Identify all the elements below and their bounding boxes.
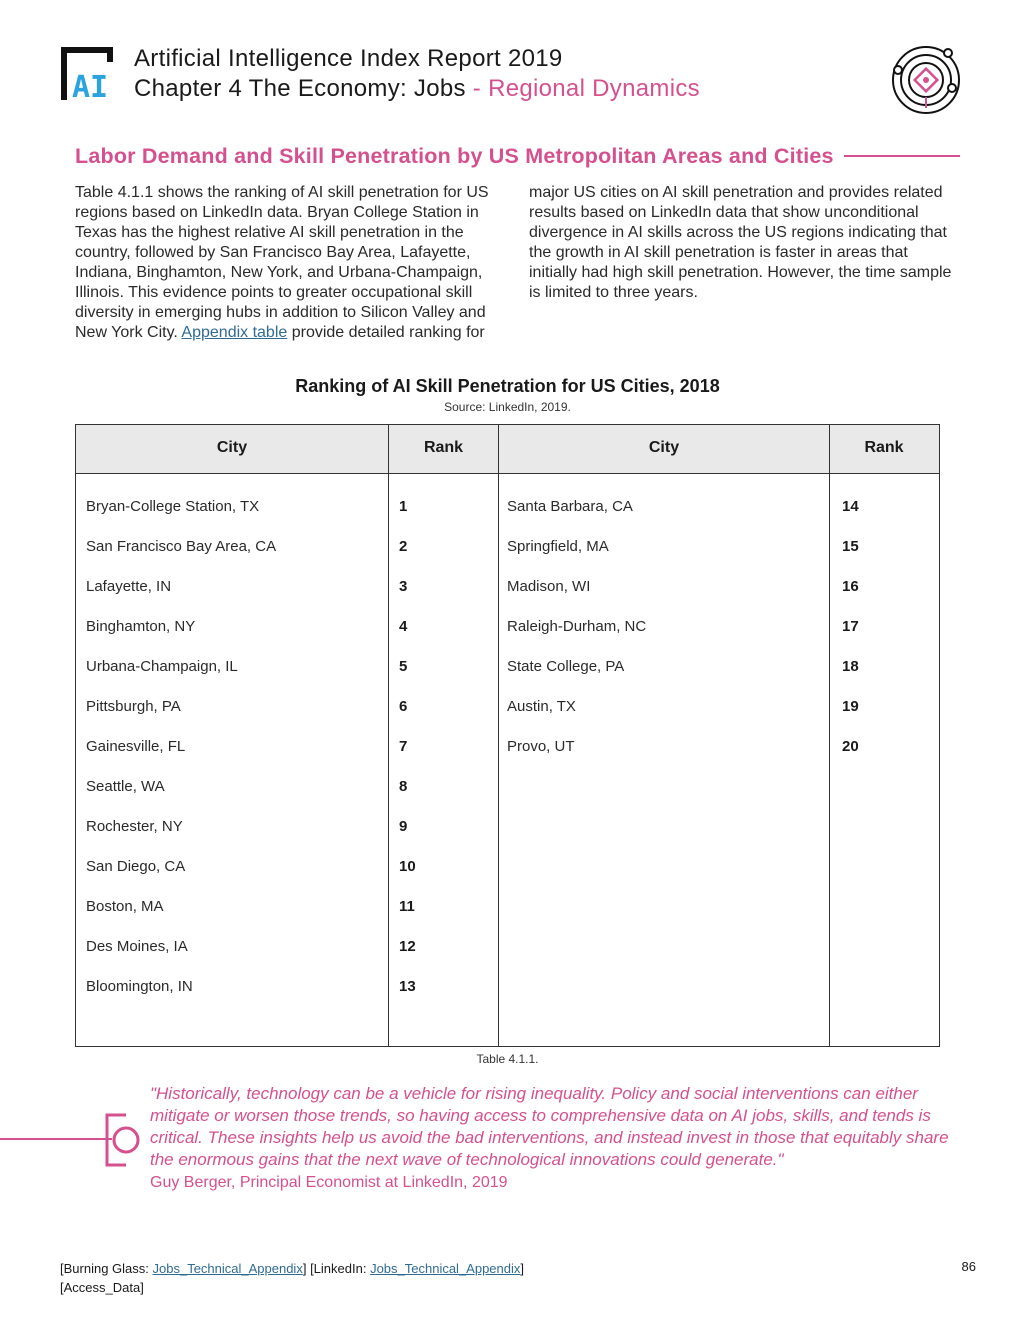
left-rank-column bbox=[399, 487, 416, 1007]
header-rank-right: Rank bbox=[864, 439, 904, 456]
right-rank-column bbox=[842, 487, 859, 767]
footer-burning-suffix: ] bbox=[302, 1261, 307, 1276]
table-cell-rank: 14 bbox=[842, 498, 859, 515]
table-cell-rank: 2 bbox=[399, 538, 408, 555]
table-cell-rank: 17 bbox=[842, 618, 859, 635]
footer-line1 bbox=[60, 1259, 524, 1278]
table-cell-city: Urbana-Champaign, IL bbox=[86, 658, 238, 675]
table-cell-city: San Francisco Bay Area, CA bbox=[86, 538, 277, 555]
linkedin-appendix-link[interactable]: Jobs_Technical_Appendix bbox=[370, 1261, 521, 1276]
pull-quote: "Historically, technology can be a vehicle for rising inequality. Policy and social interventions can either mitigate or worsen those trends, so having access to comprehensive data on AI jobs, skills, and tends is critical. These insights help us avoid the bad interventions, and instead invest in those that equitably share the enormous gains that the next wave of technological innovations could generate." bbox=[150, 1084, 949, 1169]
header-city-right: City bbox=[648, 439, 680, 456]
table-cell-city: Santa Barbara, CA bbox=[507, 498, 633, 515]
section-heading-text: Labor Demand and Skill Penetration by US Metropolitan Areas and Cities bbox=[75, 143, 834, 168]
burning-glass-appendix-link[interactable]: Jobs_Technical_Appendix bbox=[152, 1261, 303, 1276]
orbit-icon bbox=[890, 44, 962, 116]
body-text-left: Table 4.1.1 shows the ranking of AI skill penetration for US regions based on LinkedIn data. Bryan College Station in Texas has the highest relative AI skill penetration in the country, followed by San Francisco Bay Area, Lafayette, Indiana, Binghamton, New York, and Urbana-Champaign, Illinois. This evidence points to greater occupational skill diversity in emerging hubs in addition to Silicon Valley and New York City. bbox=[75, 184, 489, 341]
table-cell-rank: 16 bbox=[842, 578, 859, 595]
table-cell-rank: 10 bbox=[399, 858, 416, 875]
table-caption: Table 4.1.1. bbox=[476, 1052, 539, 1066]
header-rank-left: Rank bbox=[423, 439, 464, 456]
footer-linkedin-suffix: ] bbox=[520, 1261, 525, 1276]
right-city-column bbox=[507, 487, 646, 767]
table-cell-city: Gainesville, FL bbox=[86, 738, 186, 755]
table-cell-rank: 5 bbox=[399, 658, 408, 675]
footer-linkedin-prefix: [LinkedIn: bbox=[306, 1261, 371, 1276]
table-cell-rank: 15 bbox=[842, 538, 859, 555]
table-cell-rank: 6 bbox=[399, 698, 408, 715]
table-cell-rank: 18 bbox=[842, 658, 859, 675]
left-city-column bbox=[86, 487, 276, 1007]
report-title-line2 bbox=[134, 74, 700, 104]
table-title: Ranking of AI Skill Penetration for US Cities, 2018 bbox=[295, 376, 720, 396]
table-divider bbox=[498, 425, 499, 1046]
appendix-table-link[interactable]: Appendix table bbox=[181, 324, 288, 341]
table-cell-city: Bryan-College Station, TX bbox=[86, 498, 260, 515]
table-cell-rank: 1 bbox=[399, 498, 408, 515]
table-divider bbox=[829, 425, 830, 1046]
body-column-right: major US cities on AI skill penetration and provides related results based on LinkedIn data that show unconditional divergence in AI skills across the US regions indicating that the growth in AI skill penetration is faster in areas that initially had high skill penetration. However, the time sample is limited to three years. bbox=[529, 184, 952, 301]
table-cell-city: State College, PA bbox=[507, 658, 625, 675]
table-cell-city: Lafayette, IN bbox=[86, 578, 172, 595]
ranking-table bbox=[75, 424, 940, 1047]
table-cell-city: Pittsburgh, PA bbox=[86, 698, 181, 715]
table-cell-city: Seattle, WA bbox=[86, 778, 165, 795]
header-city-left: City bbox=[216, 439, 248, 456]
table-cell-rank: 8 bbox=[399, 778, 408, 795]
body-text-left-end: provide detailed ranking for bbox=[287, 324, 485, 341]
table-cell-rank: 9 bbox=[399, 818, 408, 835]
table-cell-city: Springfield, MA bbox=[507, 538, 609, 555]
access-data-link[interactable]: [Access_Data] bbox=[60, 1280, 144, 1295]
table-cell-rank: 11 bbox=[399, 898, 415, 915]
table-cell-city: San Diego, CA bbox=[86, 858, 186, 875]
footer-references bbox=[60, 1259, 524, 1297]
table-cell-city: Rochester, NY bbox=[86, 818, 183, 835]
quote-attribution: Guy Berger, Principal Economist at LinkedIn, 2019 bbox=[150, 1174, 508, 1191]
table-source: Source: LinkedIn, 2019. bbox=[444, 400, 571, 414]
table-cell-city: Bloomington, IN bbox=[86, 978, 193, 995]
table-cell-rank: 19 bbox=[842, 698, 859, 715]
logo-text: AI bbox=[72, 70, 109, 102]
table-cell-rank: 7 bbox=[399, 738, 408, 755]
section-heading-rule bbox=[844, 155, 960, 157]
page-number: 86 bbox=[961, 1259, 976, 1274]
table-cell-rank: 13 bbox=[399, 978, 416, 995]
table-cell-city: Des Moines, IA bbox=[86, 938, 188, 955]
table-cell-city: Raleigh-Durham, NC bbox=[507, 618, 647, 635]
chapter-subtitle: - Regional Dynamics bbox=[465, 75, 700, 102]
body-column-left bbox=[75, 183, 507, 343]
footer-burning-prefix: [Burning Glass: bbox=[60, 1261, 153, 1276]
report-title-line1: Artificial Intelligence Index Report 2019 bbox=[134, 45, 563, 72]
table-cell-city: Binghamton, NY bbox=[86, 618, 196, 635]
chapter-title: Chapter 4 The Economy: Jobs bbox=[134, 75, 466, 102]
section-heading bbox=[75, 141, 965, 171]
table-cell-city: Madison, WI bbox=[507, 578, 591, 595]
table-cell-city: Provo, UT bbox=[507, 738, 575, 755]
quote-connector-line bbox=[0, 1138, 112, 1140]
quote-bracket-icon bbox=[104, 1112, 144, 1168]
report-title bbox=[134, 44, 700, 104]
ai-index-logo bbox=[60, 46, 120, 102]
table-cell-rank: 20 bbox=[842, 738, 859, 755]
table-cell-rank: 3 bbox=[399, 578, 408, 595]
table-cell-city: Boston, MA bbox=[86, 898, 164, 915]
table-divider bbox=[388, 425, 389, 1046]
table-cell-city: Austin, TX bbox=[507, 698, 576, 715]
table-cell-rank: 12 bbox=[399, 938, 416, 955]
table-cell-rank: 4 bbox=[399, 618, 408, 635]
